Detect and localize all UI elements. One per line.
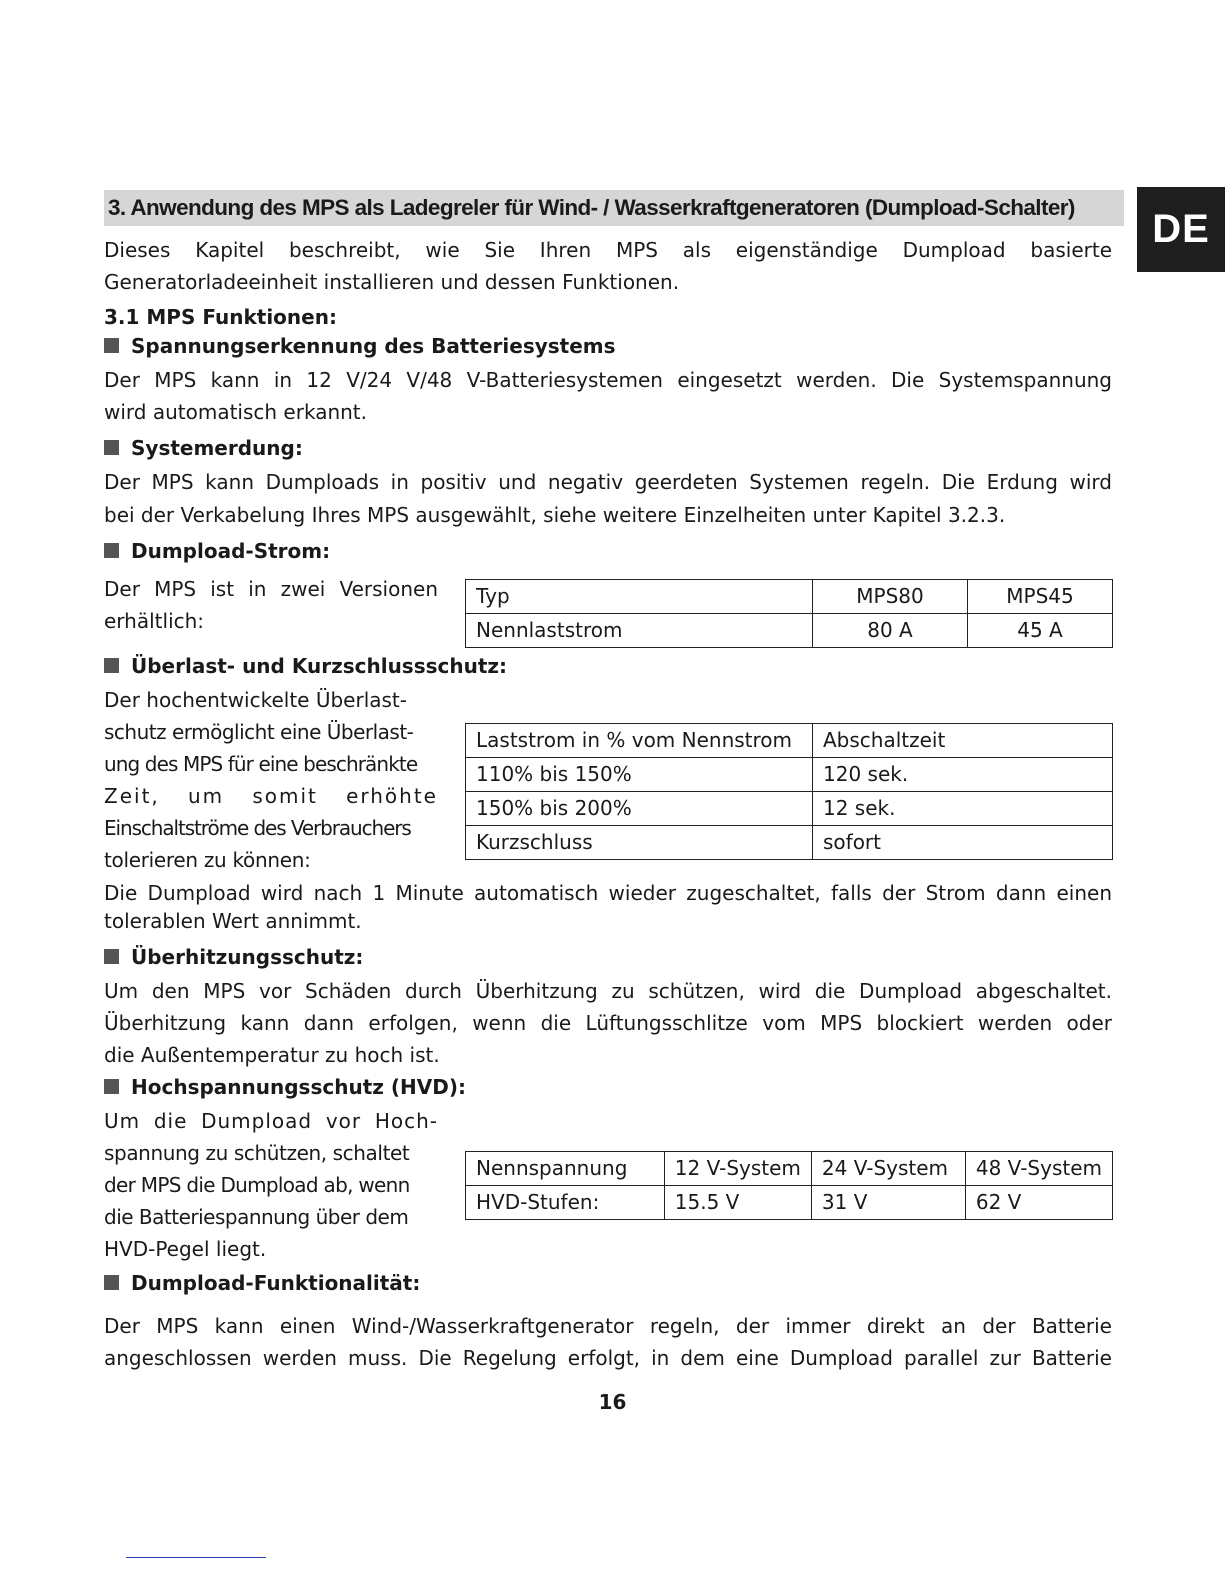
function-line-1: Der MPS kann einen Wind-/Wasserkraftgenerator regeln, der immer direkt an der Batterie [104, 1314, 1112, 1338]
table-cell: 48 V-System [965, 1152, 1112, 1186]
table-cell: 110% bis 150% [466, 758, 813, 792]
table-cell: Abschaltzeit [813, 724, 1113, 758]
heading-dumpload-function [104, 1268, 420, 1298]
table-row [466, 826, 1113, 860]
overload-after-line-1: Die Dumpload wird nach 1 Minute automatisch wieder zugeschaltet, falls der Strom dann einen [104, 881, 1112, 905]
table-cell: Nennspannung [466, 1152, 665, 1186]
voltage-detection-line-1: Der MPS kann in 12 V/24 V/48 V-Batteriesystemen eingesetzt werden. Die Systemspannung [104, 368, 1112, 392]
intro-line-2: Generatorladeeinheit installieren und dessen Funktionen. [104, 270, 680, 294]
table-cell: 80 A [813, 614, 968, 648]
overheat-line-3: die Außentemperatur zu hoch ist. [104, 1043, 440, 1067]
table-cell: 15.5 V [664, 1186, 811, 1220]
table-cell: 62 V [965, 1186, 1112, 1220]
table-cell: 31 V [811, 1186, 965, 1220]
language-tab: DE [1137, 187, 1225, 272]
grounding-line-2: bei der Verkabelung Ihres MPS ausgewählt, siehe weitere Einzelheiten unter Kapitel 3.2.3. [104, 503, 1006, 527]
hvd-line-4: die Batteriespannung über dem [104, 1205, 409, 1229]
hvd-line-1: Um die Dumpload vor Hoch- [104, 1109, 438, 1133]
hvd-line-2: spannung zu schützen, schaltet [104, 1141, 410, 1165]
table-cell: 120 sek. [813, 758, 1113, 792]
table-cell: 45 A [968, 614, 1113, 648]
bullet-square-icon [104, 338, 119, 353]
voltage-detection-line-2: wird automatisch erkannt. [104, 400, 367, 424]
heading-dumpload-current-text: Dumpload-Strom: [131, 539, 331, 563]
table-cell: Kurzschluss [466, 826, 813, 860]
overheat-line-2: Überhitzung kann dann erfolgen, wenn die Lüftungsschlitze vom MPS blockiert werden oder [104, 1011, 1112, 1035]
table-cell: 12 sek. [813, 792, 1113, 826]
heading-overheat-text: Überhitzungsschutz: [131, 945, 364, 969]
heading-dumpload-function-text: Dumpload-Funktionalität: [131, 1271, 421, 1295]
heading-voltage-detection [104, 331, 616, 361]
overload-line-3: ung des MPS für eine beschränkte [104, 752, 418, 776]
heading-overheat [104, 942, 363, 972]
table-row [466, 1152, 1113, 1186]
intro-line-1: Dieses Kapitel beschreibt, wie Sie Ihren MPS als eigenständige Dumpload basierte [104, 238, 1112, 262]
overload-line-6: tolerieren zu können: [104, 848, 311, 872]
page-number: 16 [598, 1390, 627, 1414]
heading-dumpload-current [104, 536, 330, 566]
heading-voltage-detection-text: Spannungserkennung des Batteriesystems [131, 334, 616, 358]
heading-grounding [104, 433, 303, 463]
section-title: 3.1 MPS Funktionen: [104, 305, 337, 329]
overload-line-1: Der hochentwickelte Überlast- [104, 688, 407, 712]
heading-hvd [104, 1072, 466, 1102]
table-cell: MPS80 [813, 580, 968, 614]
table-row [466, 580, 1113, 614]
heading-overload [104, 651, 507, 681]
table-cell: sofort [813, 826, 1113, 860]
overload-line-4: Zeit, um somit erhöhte [104, 784, 438, 808]
dumpload-current-line-1: Der MPS ist in zwei Versionen [104, 577, 438, 601]
table-cell: Nennlaststrom [466, 614, 813, 648]
current-version-table [465, 579, 1113, 648]
chapter-heading: 3. Anwendung des MPS als Ladegreler für Wind- / Wasserkraftgeneratoren (Dumpload-Schalter) [104, 190, 1124, 226]
overheat-line-1: Um den MPS vor Schäden durch Überhitzung zu schützen, wird die Dumpload abgeschaltet. [104, 979, 1112, 1003]
bullet-square-icon [104, 949, 119, 964]
heading-grounding-text: Systemerdung: [131, 436, 303, 460]
table-row [466, 792, 1113, 826]
grounding-line-1: Der MPS kann Dumploads in positiv und negativ geerdeten Systemen regeln. Die Erdung wird [104, 470, 1112, 494]
bullet-square-icon [104, 1079, 119, 1094]
dumpload-current-line-2: erhältlich: [104, 609, 205, 633]
bullet-square-icon [104, 440, 119, 455]
overload-after-line-2: tolerablen Wert annimmt. [104, 909, 362, 933]
table-cell: MPS45 [968, 580, 1113, 614]
bullet-square-icon [104, 658, 119, 673]
table-cell: 12 V-System [664, 1152, 811, 1186]
table-row [466, 758, 1113, 792]
function-line-2: angeschlossen werden muss. Die Regelung erfolgt, in dem eine Dumpload parallel zur Batterie [104, 1346, 1112, 1370]
table-cell: HVD-Stufen: [466, 1186, 665, 1220]
hvd-table [465, 1151, 1113, 1220]
table-row [466, 1186, 1113, 1220]
table-row [466, 724, 1113, 758]
overload-line-2: schutz ermöglicht eine Überlast- [104, 720, 414, 744]
table-cell: Laststrom in % vom Nennstrom [466, 724, 813, 758]
table-row [466, 614, 1113, 648]
overload-table [465, 723, 1113, 860]
hvd-line-5: HVD-Pegel liegt. [104, 1237, 267, 1261]
table-cell: 24 V-System [811, 1152, 965, 1186]
bullet-square-icon [104, 543, 119, 558]
overload-line-5: Einschaltströme des Verbrauchers [104, 816, 411, 840]
table-cell: Typ [466, 580, 813, 614]
footer-line [126, 1557, 266, 1558]
table-cell: 150% bis 200% [466, 792, 813, 826]
hvd-line-3: der MPS die Dumpload ab, wenn [104, 1173, 410, 1197]
heading-overload-text: Überlast- und Kurzschlussschutz: [131, 654, 508, 678]
heading-hvd-text: Hochspannungsschutz (HVD): [131, 1075, 466, 1099]
bullet-square-icon [104, 1275, 119, 1290]
